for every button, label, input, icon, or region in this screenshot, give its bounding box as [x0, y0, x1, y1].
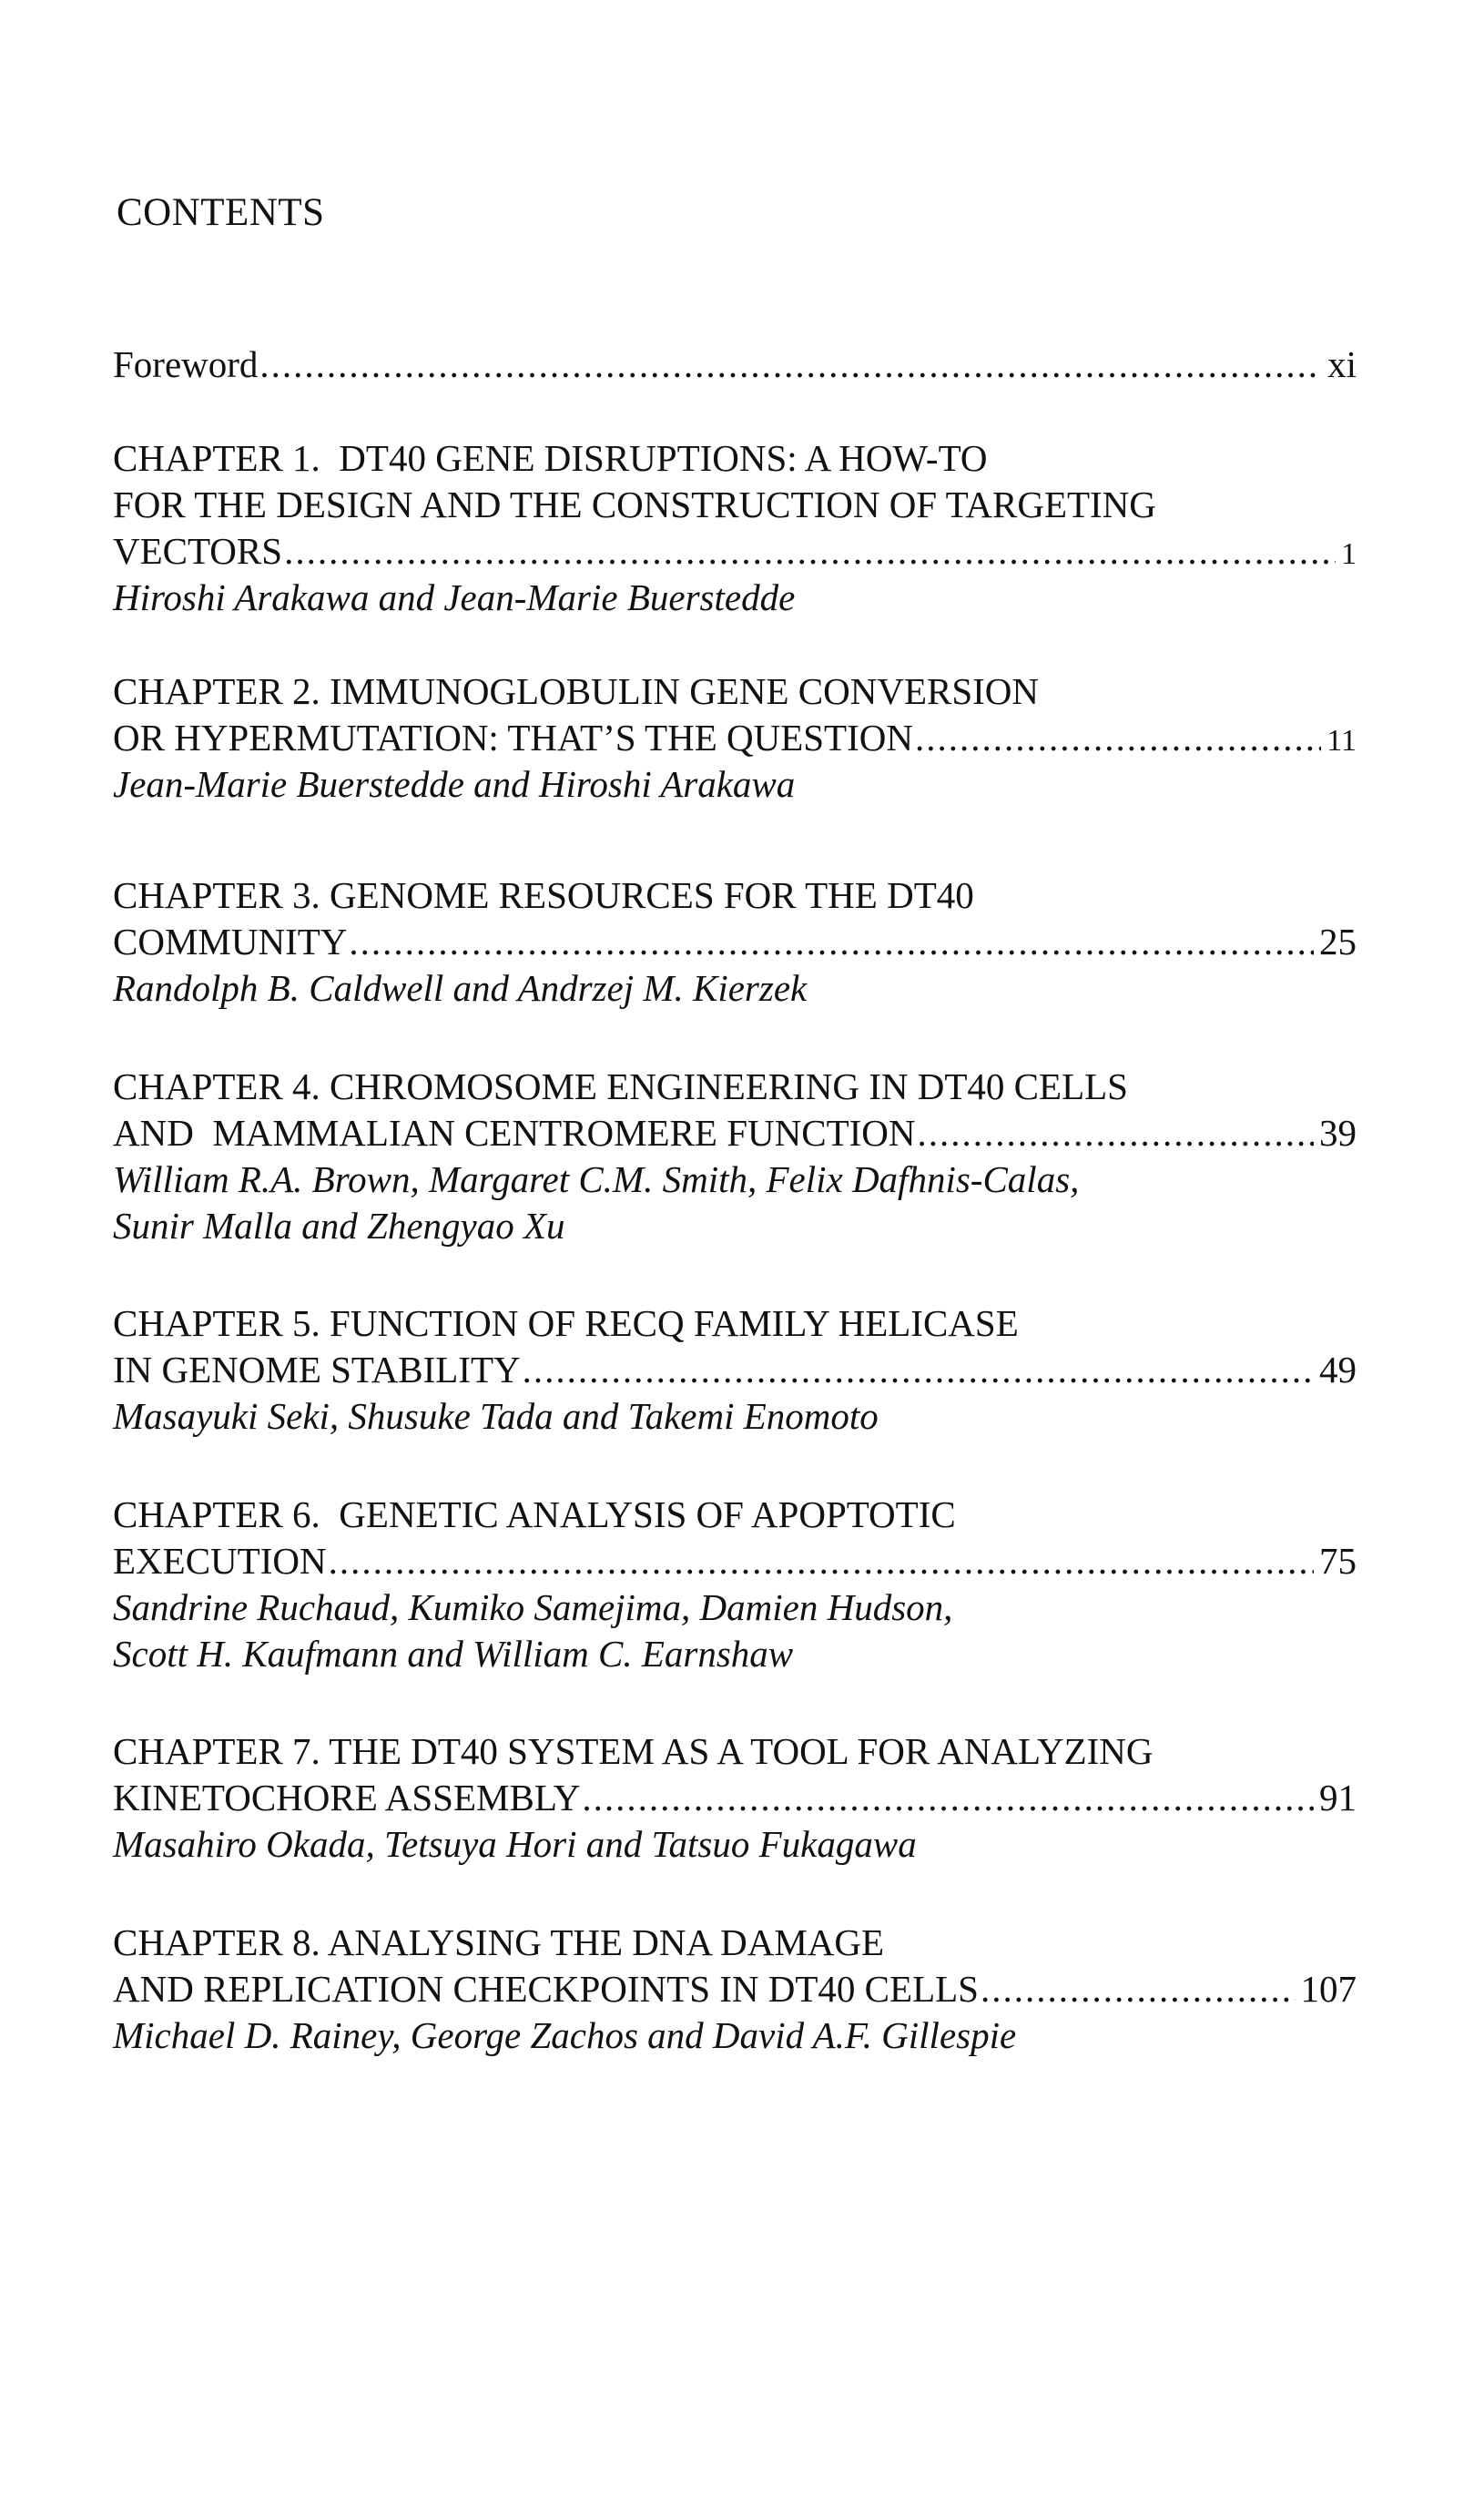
dot-leader: [329, 1538, 1314, 1584]
chapter-authors: Masahiro Okada, Tetsuya Hori and Tatsuo Fukagawa: [113, 1823, 917, 1865]
toc-entry-chapter-8[interactable]: [113, 1920, 1357, 2059]
dot-leader: [259, 341, 1322, 388]
toc-entry-chapter-2[interactable]: [113, 668, 1357, 808]
page-number: 11: [1326, 724, 1357, 758]
toc-entry-chapter-7[interactable]: [113, 1728, 1357, 1868]
chapter-title-line: EXECUTION: [113, 1540, 327, 1582]
chapter-title-line: CHAPTER 5. FUNCTION OF RECQ FAMILY HELICASE: [113, 1302, 1019, 1344]
chapter-authors: Hiroshi Arakawa and Jean-Marie Buerstedde: [113, 576, 796, 618]
chapter-title-line: AND MAMMALIAN CENTROMERE FUNCTION: [113, 1112, 916, 1154]
toc-entry-chapter-3[interactable]: [113, 872, 1357, 1012]
dot-leader: [981, 1966, 1296, 2012]
chapter-title-line: CHAPTER 2. IMMUNOGLOBULIN GENE CONVERSION: [113, 670, 1040, 712]
page-number: 49: [1319, 1349, 1357, 1391]
chapter-title-line: CHAPTER 6. GENETIC ANALYSIS OF APOPTOTIC: [113, 1493, 956, 1535]
toc-entry-foreword[interactable]: [113, 341, 1357, 388]
chapter-title-line: AND REPLICATION CHECKPOINTS IN DT40 CELLS: [113, 1968, 979, 2010]
chapter-authors: Michael D. Rainey, George Zachos and David A.F. Gillespie: [113, 2014, 1017, 2056]
chapter-title-line: CHAPTER 1. DT40 GENE DISRUPTIONS: A HOW-TO: [113, 437, 988, 479]
chapter-title-line: VECTORS: [113, 530, 283, 572]
dot-leader: [284, 528, 1336, 575]
chapter-authors: Scott H. Kaufmann and William C. Earnshaw: [113, 1633, 794, 1675]
dot-leader: [349, 919, 1314, 965]
toc-entry-chapter-5[interactable]: [113, 1300, 1357, 1440]
page-title: CONTENTS: [117, 191, 325, 234]
dot-leader: [582, 1775, 1314, 1821]
chapter-title-line: CHAPTER 7. THE DT40 SYSTEM AS A TOOL FOR ANALYZING: [113, 1730, 1154, 1772]
dot-leader: [523, 1347, 1314, 1393]
chapter-authors: William R.A. Brown, Margaret C.M. Smith, Felix Dafhnis-Calas,: [113, 1158, 1080, 1200]
chapter-title-line: IN GENOME STABILITY: [113, 1349, 521, 1391]
chapter-authors: Jean-Marie Buerstedde and Hiroshi Arakawa: [113, 763, 796, 805]
chapter-title-line: COMMUNITY: [113, 921, 348, 963]
dot-leader: [918, 1110, 1315, 1156]
entry-title: Foreword: [113, 343, 259, 385]
toc-entry-chapter-6[interactable]: [113, 1492, 1357, 1677]
page-number: 75: [1319, 1540, 1357, 1582]
dot-leader: [915, 715, 1321, 761]
page-number: 39: [1319, 1112, 1357, 1154]
toc-entry-chapter-1[interactable]: [113, 435, 1357, 621]
chapter-authors: Sunir Malla and Zhengyao Xu: [113, 1205, 565, 1247]
page-number: 1: [1341, 537, 1357, 571]
toc-entry-chapter-4[interactable]: [113, 1064, 1357, 1249]
chapter-title-line: OR HYPERMUTATION: THAT’S THE QUESTION: [113, 717, 913, 759]
page-number: 107: [1300, 1968, 1357, 2010]
chapter-title-line: CHAPTER 3. GENOME RESOURCES FOR THE DT40: [113, 874, 974, 916]
page-number: 25: [1319, 921, 1357, 963]
chapter-title-line: CHAPTER 8. ANALYSING THE DNA DAMAGE: [113, 1921, 885, 1963]
chapter-title-line: KINETOCHORE ASSEMBLY: [113, 1777, 581, 1818]
chapter-authors: Sandrine Ruchaud, Kumiko Samejima, Damien Hudson,: [113, 1586, 953, 1628]
chapter-title-line: FOR THE DESIGN AND THE CONSTRUCTION OF TARGETING: [113, 484, 1156, 525]
page-number: xi: [1327, 343, 1357, 385]
page-number: 91: [1319, 1777, 1357, 1818]
chapter-authors: Randolph B. Caldwell and Andrzej M. Kierzek: [113, 967, 808, 1009]
chapter-authors: Masayuki Seki, Shusuke Tada and Takemi Enomoto: [113, 1395, 879, 1437]
chapter-title-line: CHAPTER 4. CHROMOSOME ENGINEERING IN DT40 CELLS: [113, 1065, 1128, 1107]
